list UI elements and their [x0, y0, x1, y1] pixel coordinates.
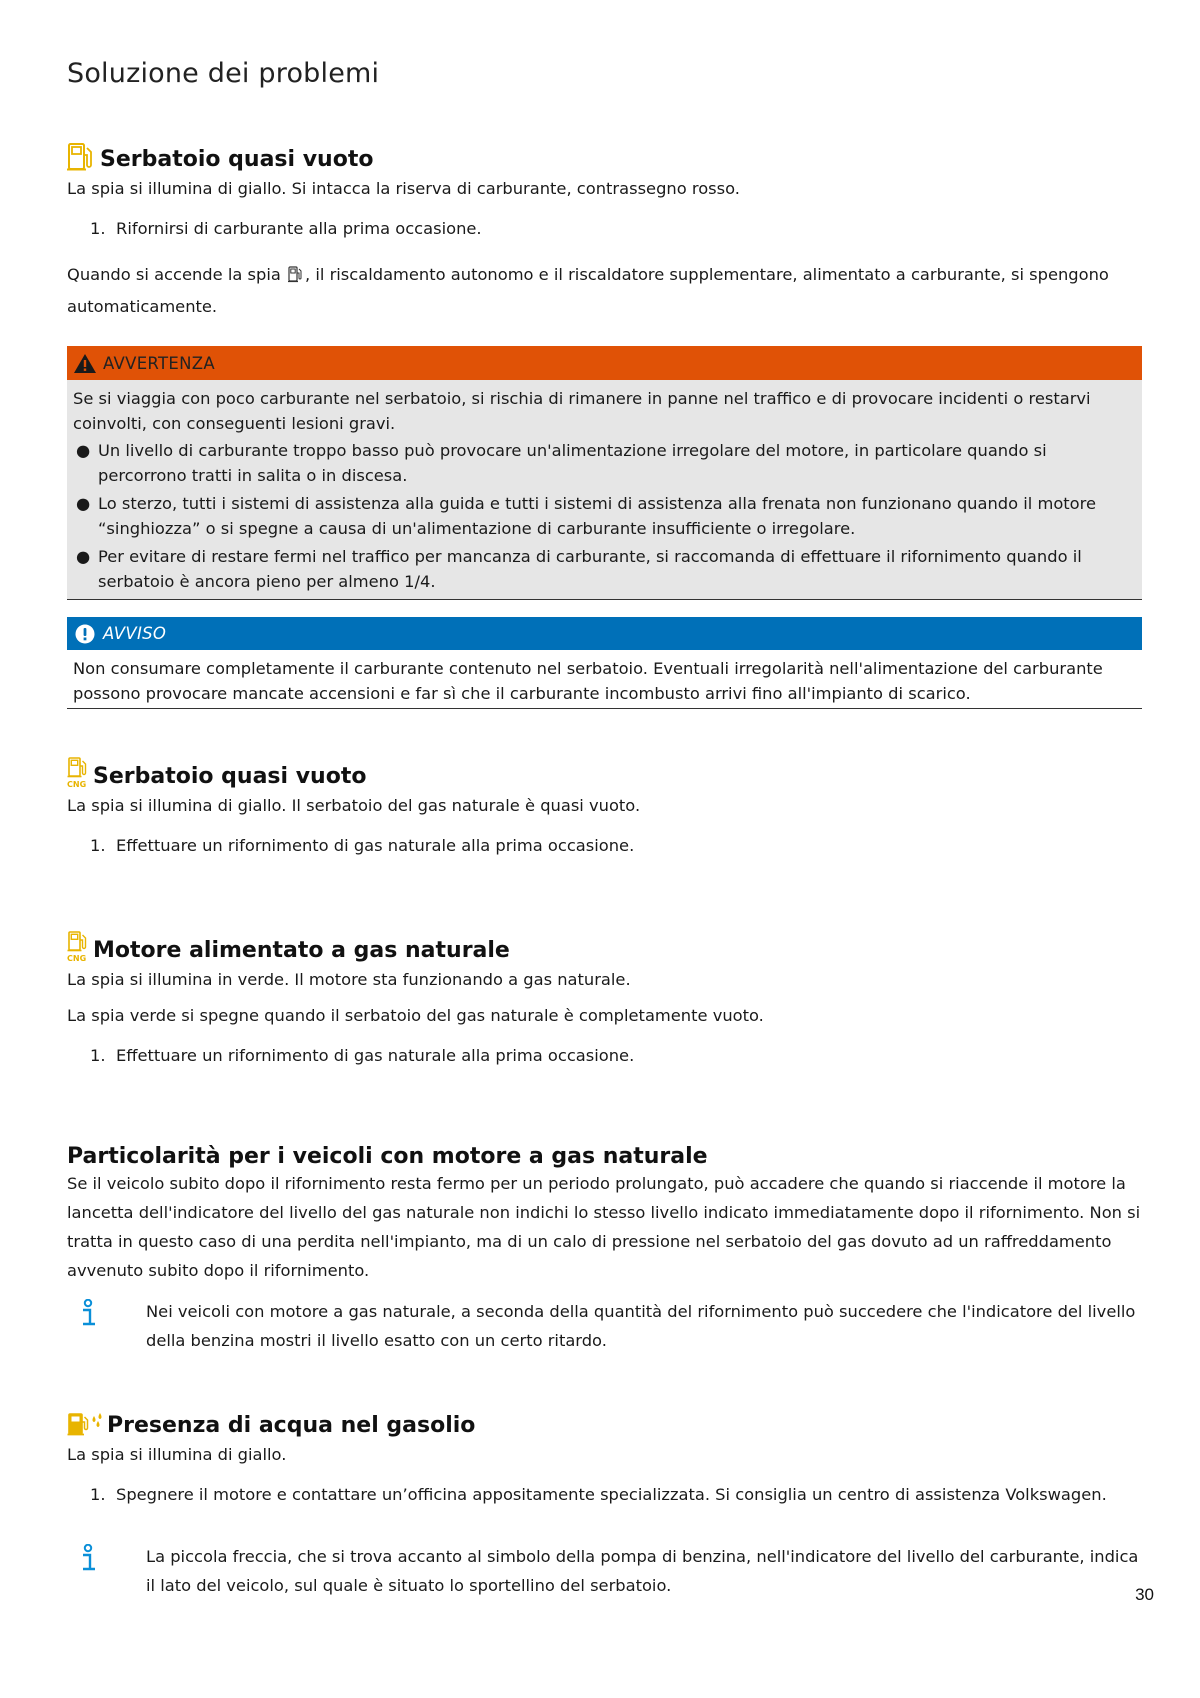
info-icon	[67, 1297, 146, 1355]
bullet-text: Un livello di carburante troppo basso può provocare un'alimentazione irregolare del motore, in particolare quando si percorrono tratti in salita o in discesa.	[98, 441, 1047, 485]
section-cng-particular	[67, 1144, 1142, 1355]
section-title: Presenza di acqua nel gasolio	[107, 1413, 476, 1438]
section-description: La spia verde si spegne quando il serbatoio del gas naturale è completamente vuoto.	[67, 1006, 764, 1025]
info-note	[67, 1542, 1142, 1600]
step-text: Effettuare un rifornimento di gas naturale alla prima occasione.	[116, 836, 635, 855]
fuel-pump-inline-icon	[288, 263, 303, 292]
step-text: Spegnere il motore e contattare un’officina appositamente specializzata. Si consiglia un centro di assistenza Volkswagen.	[116, 1485, 1107, 1504]
warning-body	[67, 380, 1142, 600]
bullet-dot: ●	[76, 441, 91, 460]
notice-text: Non consumare completamente il carburante contenuto nel serbatoio. Eventuali irregolarità nell'alimentazione del carburante possono provocare mancate accensioni e far sì che il carburante incombusto arrivi fino all'impianto di scarico.	[67, 650, 1142, 709]
warning-bullet	[73, 544, 1132, 594]
section-description: La spia si illumina di giallo. Il serbatoio del gas naturale è quasi vuoto.	[67, 796, 641, 815]
section-fuel-low	[67, 142, 1142, 321]
bullet-text: Lo sterzo, tutti i sistemi di assistenza alla guida e tutti i sistemi di assistenza alla frenata non funzionano quando il motore “singhiozza” o si spegne a causa di un'alimentazione di carburante insufficiente o irregolare.	[98, 494, 1096, 538]
bullet-dot: ●	[76, 494, 91, 513]
step-number: 1.	[90, 836, 106, 855]
section-cng-low	[67, 757, 1142, 857]
notice-box	[67, 617, 1142, 709]
info-text: Nei veicoli con motore a gas naturale, a seconda della quantità del rifornimento può succedere che l'indicatore del livello della benzina mostri il livello esatto con un certo ritardo.	[146, 1302, 1136, 1350]
water-in-diesel-icon	[67, 1412, 103, 1438]
cng-fuel-icon	[67, 757, 89, 789]
page-number: 30	[1135, 1585, 1154, 1604]
bullet-text: Per evitare di restare fermi nel traffico per mancanza di carburante, si raccomanda di effettuare il rifornimento quando il serbatoio è ancora pieno per almeno 1/4.	[98, 547, 1082, 591]
note-text-before: Quando si accende la spia	[67, 265, 281, 284]
step-item	[67, 1484, 1142, 1506]
warning-intro: Se si viaggia con poco carburante nel serbatoio, si rischia di rimanere in panne nel traffico e di provocare incidenti o restarvi coinvolti, con conseguenti lesioni gravi.	[73, 389, 1091, 433]
step-number: 1.	[90, 219, 106, 238]
step-item	[67, 1045, 1142, 1067]
section-description: La spia si illumina in verde. Il motore sta funzionando a gas naturale.	[67, 970, 631, 989]
warning-triangle-icon	[73, 353, 97, 374]
section-description: La spia si illumina di giallo. Si intacca la riserva di carburante, contrassegno rosso.	[67, 179, 740, 198]
page-title: Soluzione dei problemi	[67, 58, 380, 89]
cng-fuel-icon	[67, 931, 89, 963]
step-item	[67, 218, 1142, 240]
info-note	[67, 1297, 1142, 1355]
cng-icon-label: CNG	[67, 780, 87, 789]
step-text: Rifornirsi di carburante alla prima occasione.	[116, 219, 482, 238]
section-header	[67, 1412, 1142, 1438]
note-paragraph	[67, 260, 1142, 321]
section-title: Motore alimentato a gas naturale	[93, 938, 510, 963]
warning-bullet	[73, 438, 1132, 488]
section-title: Particolarità per i veicoli con motore a gas naturale	[67, 1144, 708, 1169]
section-header	[67, 1144, 1142, 1169]
exclamation-circle-icon	[75, 624, 95, 644]
step-text: Effettuare un rifornimento di gas naturale alla prima occasione.	[116, 1046, 635, 1065]
warning-label: AVVERTENZA	[103, 353, 215, 373]
cng-icon-label: CNG	[67, 954, 87, 963]
section-description: Se il veicolo subito dopo il rifornimento resta fermo per un periodo prolungato, può accadere che quando si riaccende il motore la lancetta dell'indicatore del livello del gas naturale non indichi lo stesso livello indicato immediatamente dopo il rifornimento. Non si tratta in questo caso di una perdita nell'impianto, ma di un calo di pressione nel serbatoio del gas dovuto ad un raffreddamento avvenuto subito dopo il rifornimento.	[67, 1174, 1141, 1280]
step-number: 1.	[90, 1485, 106, 1504]
section-water-diesel	[67, 1412, 1142, 1600]
notice-header	[67, 617, 1142, 650]
section-header	[67, 931, 1142, 963]
section-title: Serbatoio quasi vuoto	[93, 764, 367, 789]
note-text-after: , il riscaldamento autonomo e il riscaldatore supplementare, alimentato a carburante, si spengono automaticamente.	[67, 265, 1109, 316]
info-icon	[67, 1542, 146, 1600]
section-description: La spia si illumina di giallo.	[67, 1445, 287, 1464]
step-number: 1.	[90, 1046, 106, 1065]
bullet-dot: ●	[76, 547, 91, 566]
section-cng-engine	[67, 931, 1142, 1067]
step-item	[67, 835, 1142, 857]
section-header	[67, 142, 1142, 172]
info-text: La piccola freccia, che si trova accanto al simbolo della pompa di benzina, nell'indicatore del livello del carburante, indica il lato del veicolo, sul quale è situato lo sportellino del serbatoio.	[146, 1547, 1139, 1595]
fuel-pump-icon	[67, 142, 96, 172]
section-title: Serbatoio quasi vuoto	[100, 147, 374, 172]
warning-bullet	[73, 491, 1132, 541]
section-header	[67, 757, 1142, 789]
warning-box	[67, 346, 1142, 600]
warning-header	[67, 346, 1142, 380]
notice-label: AVVISO	[103, 624, 167, 643]
